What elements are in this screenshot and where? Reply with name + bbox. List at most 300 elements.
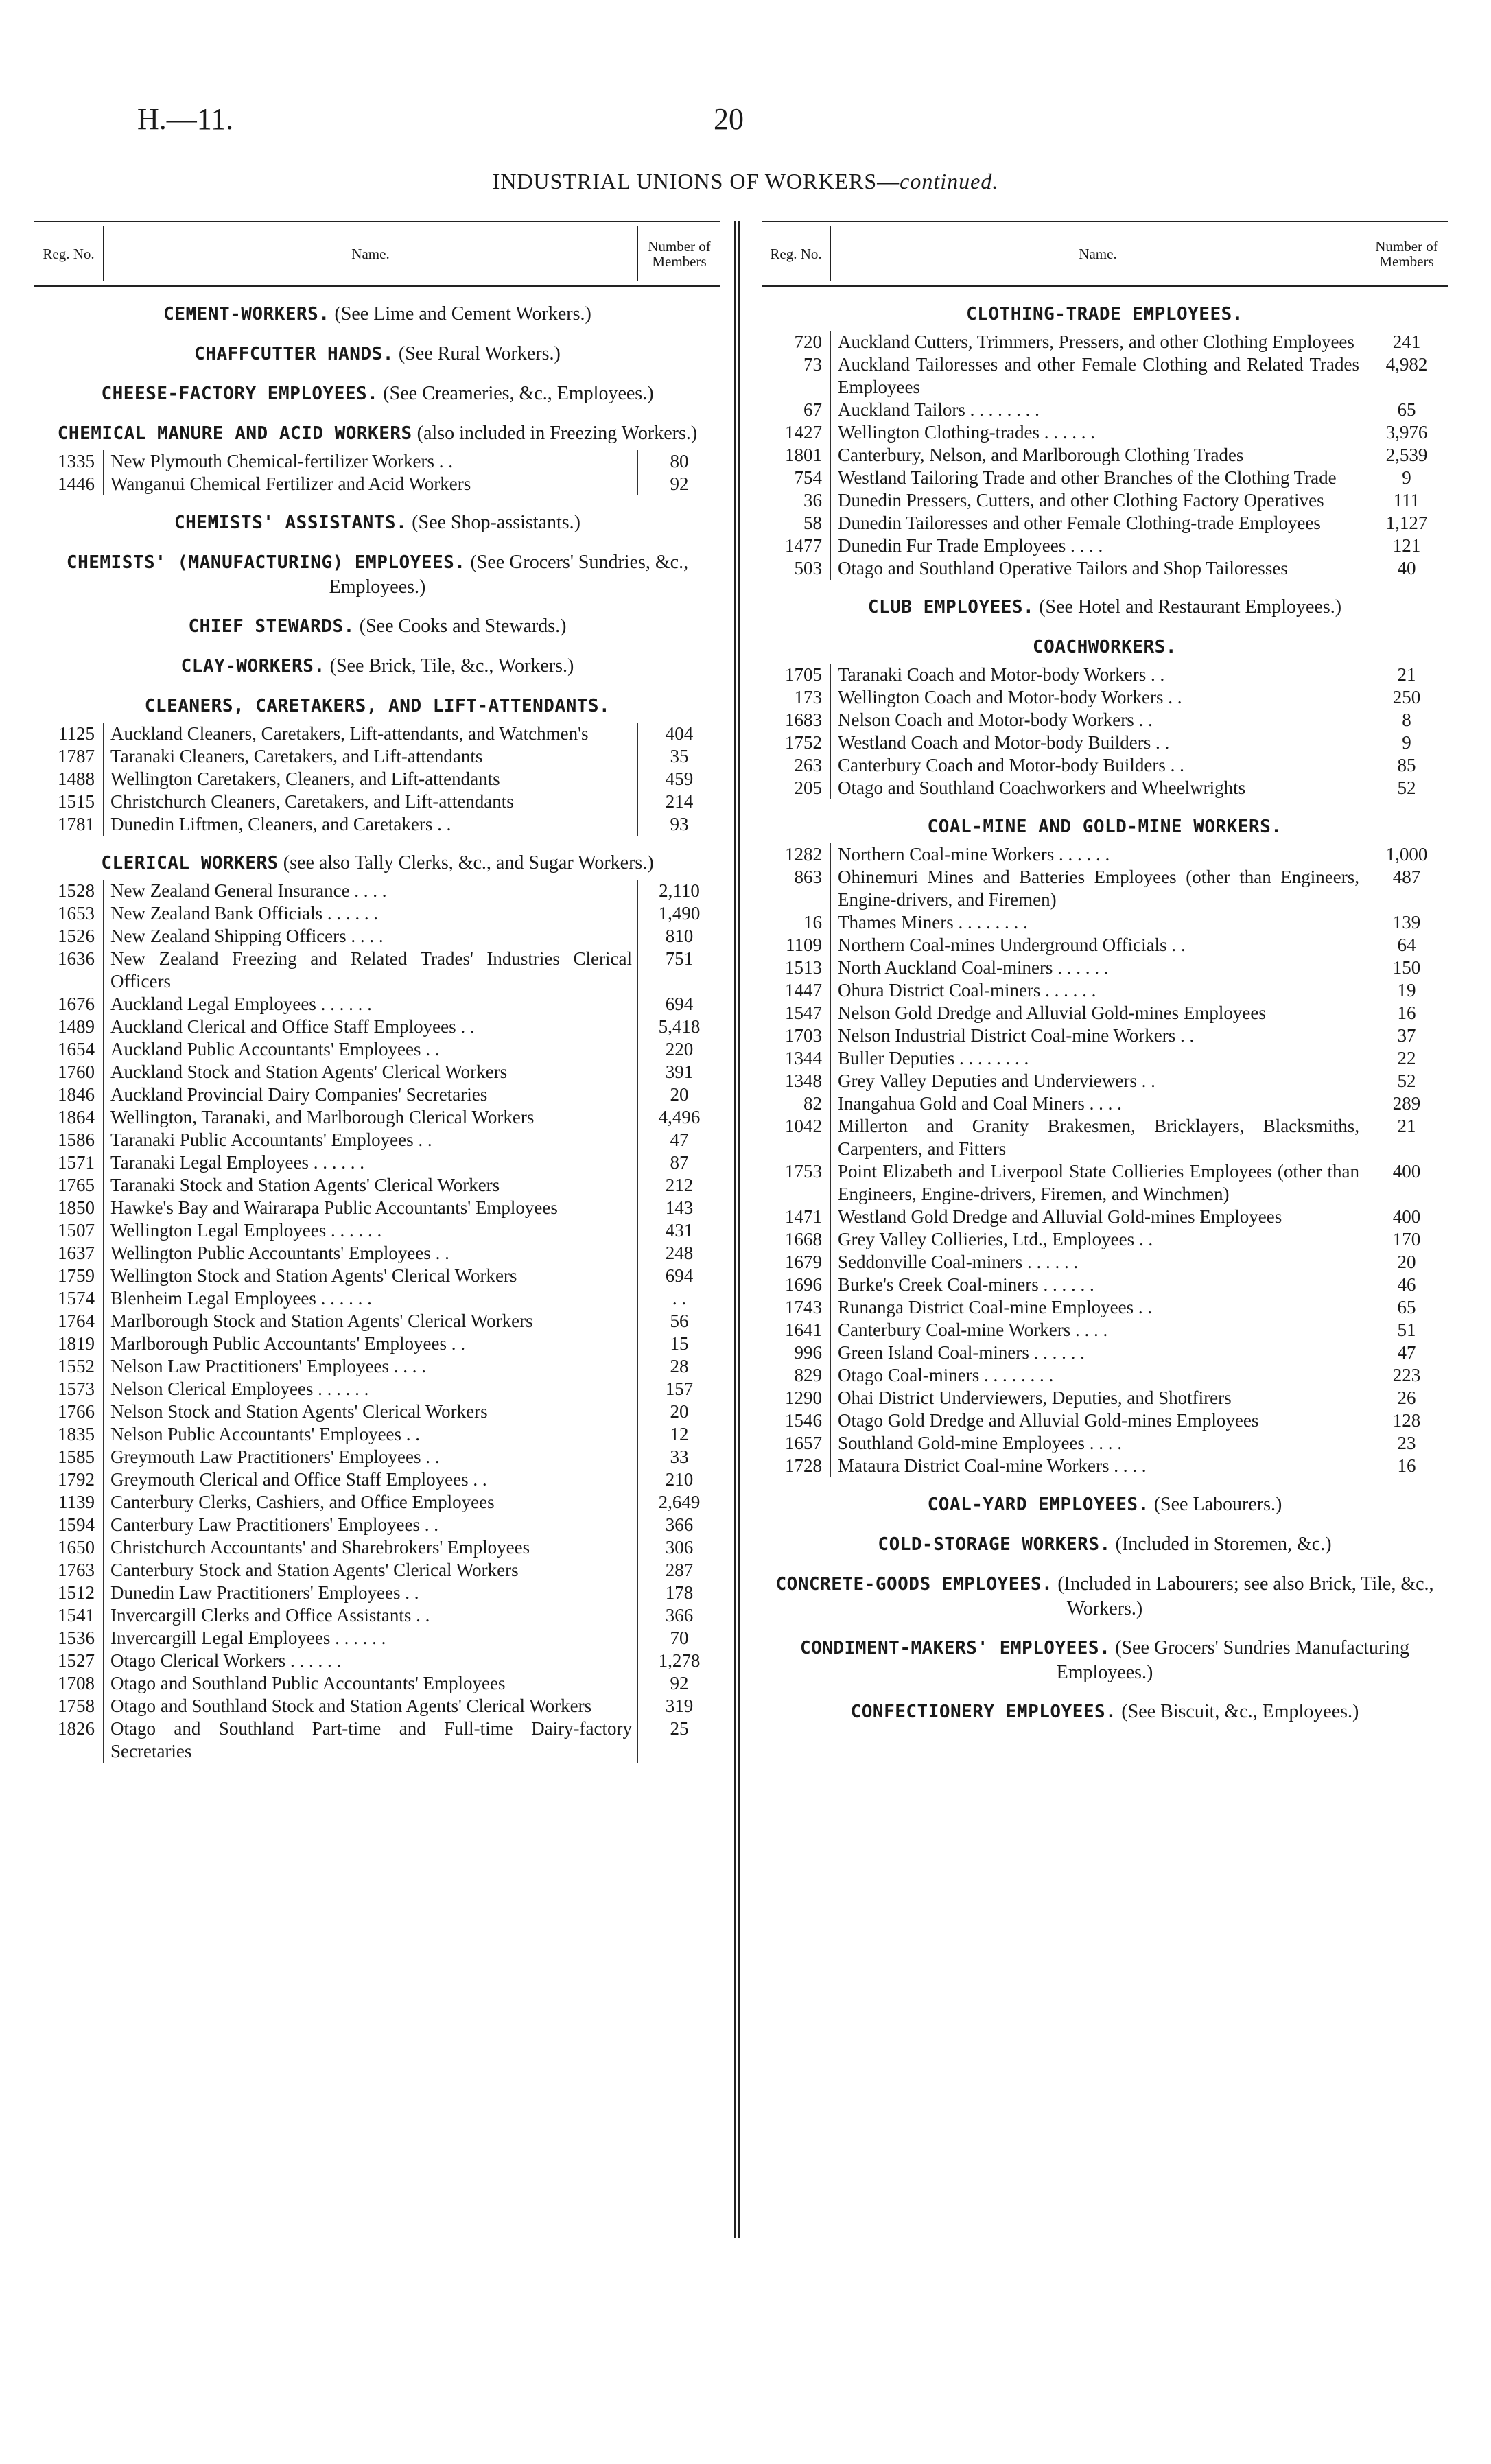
section-heading: [762, 302, 1448, 327]
page-number: 20: [714, 102, 744, 136]
reg-number: 1546: [785, 1410, 822, 1431]
union-name: Grey Valley Collieries, Ltd., Employees . .: [830, 1228, 1365, 1251]
union-name: Auckland Cleaners, Caretakers, Lift-attendants, and Watchmen's: [103, 723, 637, 745]
table-row: [762, 1432, 1448, 1455]
section-title: CLOTHING-TRADE EMPLOYEES.: [966, 304, 1243, 325]
table-row: [34, 1016, 720, 1038]
reg-number: 1654: [58, 1039, 95, 1059]
reg-number: 1348: [785, 1070, 822, 1091]
member-count: 15: [637, 1333, 720, 1355]
section-title: CLERICAL WORKERS: [101, 853, 279, 873]
union-name: Buller Deputies . . . . . . . .: [830, 1047, 1365, 1070]
union-name: Nelson Law Practitioners' Employees . . . .: [103, 1355, 637, 1378]
reg-number: 1637: [58, 1243, 95, 1263]
section-note: (See Shop-assistants.): [412, 512, 580, 533]
union-list: [762, 664, 1448, 799]
table-row: [34, 1491, 720, 1514]
union-name: Mataura District Coal-mine Workers . . . .: [830, 1455, 1365, 1477]
reg-number: 1792: [58, 1469, 95, 1490]
reg-number: 1552: [58, 1356, 95, 1376]
union-name: Wellington Caretakers, Cleaners, and Lift-attendants: [103, 768, 637, 790]
member-count: 92: [637, 1672, 720, 1695]
table-row: [34, 1400, 720, 1423]
reg-number: 503: [794, 558, 822, 578]
table-row: [34, 1061, 720, 1083]
table-row: [762, 866, 1448, 911]
table-row: [762, 1364, 1448, 1387]
union-name: Auckland Tailoresses and other Female Clothing and Related Trades Employees: [830, 353, 1365, 399]
member-count: 214: [637, 790, 720, 813]
reg-number: 1835: [58, 1424, 95, 1444]
member-count: 21: [1365, 1115, 1448, 1160]
member-count: 431: [637, 1219, 720, 1242]
member-count: 47: [637, 1129, 720, 1151]
reg-number: 1471: [785, 1206, 822, 1227]
section-title: CLAY-WORKERS.: [180, 656, 325, 677]
table-row: [34, 1242, 720, 1265]
section-title: COACHWORKERS.: [1033, 637, 1177, 657]
table-row: [762, 1409, 1448, 1432]
reg-number: 1708: [58, 1673, 95, 1693]
left-column: [34, 221, 720, 1763]
reg-number: 1042: [785, 1116, 822, 1136]
reg-number: 67: [803, 399, 822, 420]
union-name: Inangahua Gold and Coal Miners . . . .: [830, 1092, 1365, 1115]
table-row: [34, 768, 720, 790]
reg-number: 1488: [58, 768, 95, 789]
table-row: [762, 1206, 1448, 1228]
table-row: [34, 1310, 720, 1333]
union-name: New Zealand Shipping Officers . . . .: [103, 925, 637, 948]
member-count: 487: [1365, 866, 1448, 911]
member-count: 4,496: [637, 1106, 720, 1129]
union-name: Wellington Legal Employees . . . . . .: [103, 1219, 637, 1242]
member-count: 143: [637, 1197, 720, 1219]
member-count: 3,976: [1365, 421, 1448, 444]
reg-number: 1290: [785, 1387, 822, 1408]
section-heading: [34, 550, 720, 599]
table-row: [762, 1387, 1448, 1409]
member-count: 248: [637, 1242, 720, 1265]
reg-number: 1528: [58, 880, 95, 901]
section-note: (See Rural Workers.): [398, 343, 561, 364]
table-row: [34, 1129, 720, 1151]
column-divider-inner: [738, 221, 740, 2238]
union-name: Canterbury Clerks, Cashiers, and Office Employees: [103, 1491, 637, 1514]
reg-number: 1683: [785, 709, 822, 730]
union-list: [34, 880, 720, 1763]
section-title: CONCRETE-GOODS EMPLOYEES.: [775, 1574, 1053, 1595]
union-name: Auckland Stock and Station Agents' Clerical Workers: [103, 1061, 637, 1083]
member-count: 250: [1365, 686, 1448, 709]
table-row: [762, 489, 1448, 512]
member-count: 35: [637, 745, 720, 768]
member-count: 65: [1365, 399, 1448, 421]
table-row: [34, 450, 720, 473]
reg-number: 1515: [58, 791, 95, 812]
union-name: Northern Coal-mine Workers . . . . . .: [830, 843, 1365, 866]
section-heading: [762, 1492, 1448, 1517]
union-name: Otago Gold Dredge and Alluvial Gold-mines Employees: [830, 1409, 1365, 1432]
section-heading: [34, 614, 720, 639]
table-row: [762, 1047, 1448, 1070]
table-row: [34, 1287, 720, 1310]
union-name: Otago and Southland Stock and Station Agents' Clerical Workers: [103, 1695, 637, 1717]
union-name: Westland Gold Dredge and Alluvial Gold-mines Employees: [830, 1206, 1365, 1228]
table-row: [762, 709, 1448, 731]
reg-number: 1696: [785, 1274, 822, 1295]
union-name: Otago Coal-miners . . . . . . . .: [830, 1364, 1365, 1387]
reg-number: 1765: [58, 1175, 95, 1195]
union-name: Wellington Clothing-trades . . . . . .: [830, 421, 1365, 444]
union-name: Auckland Tailors . . . . . . . .: [830, 399, 1365, 421]
reg-number: 863: [794, 867, 822, 887]
section-heading: [762, 1636, 1448, 1685]
section-note: (See Labourers.): [1153, 1494, 1282, 1515]
section-note: (Included in Storemen, &c.): [1115, 1534, 1332, 1555]
table-row: [34, 723, 720, 745]
union-name: Burke's Creek Coal-miners . . . . . .: [830, 1274, 1365, 1296]
reg-number: 205: [794, 777, 822, 798]
reg-number: 720: [794, 331, 822, 352]
table-row: [762, 1160, 1448, 1206]
table-row: [762, 444, 1448, 467]
reg-number: 1585: [58, 1446, 95, 1467]
right-sections: [762, 302, 1448, 1724]
reg-number: 1676: [58, 994, 95, 1014]
reg-number: 1573: [58, 1378, 95, 1399]
table-row: [34, 1265, 720, 1287]
section-heading: [34, 694, 720, 718]
table-row: [762, 934, 1448, 957]
reg-number: 996: [794, 1342, 822, 1363]
section-title: CONDIMENT-MAKERS' EMPLOYEES.: [799, 1638, 1111, 1658]
member-count: 2,539: [1365, 444, 1448, 467]
union-name: Auckland Legal Employees . . . . . .: [103, 993, 637, 1016]
left-sections: [34, 302, 720, 1763]
union-name: Nelson Clerical Employees . . . . . .: [103, 1378, 637, 1400]
table-row: [34, 1219, 720, 1242]
member-count: 366: [637, 1514, 720, 1536]
reg-number: 1335: [58, 451, 95, 471]
section-note: (See Lime and Cement Workers.): [334, 303, 591, 325]
member-count: 46: [1365, 1274, 1448, 1296]
union-name: Ohura District Coal-miners . . . . . .: [830, 979, 1365, 1002]
member-count: 694: [637, 993, 720, 1016]
table-row: [762, 1341, 1448, 1364]
member-count: 56: [637, 1310, 720, 1333]
member-count: 37: [1365, 1024, 1448, 1047]
union-name: Ohai District Underviewers, Deputies, and Shotfirers: [830, 1387, 1365, 1409]
table-row: [34, 948, 720, 993]
table-row: [34, 993, 720, 1016]
table-row: [34, 1174, 720, 1197]
section-note: (See Hotel and Restaurant Employees.): [1039, 596, 1342, 618]
reg-number: 1586: [58, 1129, 95, 1150]
member-count: 121: [1365, 535, 1448, 557]
union-name: Otago Clerical Workers . . . . . .: [103, 1650, 637, 1672]
reg-number: 1344: [785, 1048, 822, 1068]
reg-number: 1125: [58, 723, 95, 744]
member-count: 459: [637, 768, 720, 790]
union-name: Dunedin Law Practitioners' Employees . .: [103, 1582, 637, 1604]
member-count: 210: [637, 1468, 720, 1491]
member-count: 23: [1365, 1432, 1448, 1455]
member-count: 22: [1365, 1047, 1448, 1070]
union-name: Christchurch Cleaners, Caretakers, and Lift-attendants: [103, 790, 637, 813]
table-row: [34, 1695, 720, 1717]
table-header: [34, 221, 720, 287]
member-count: 19: [1365, 979, 1448, 1002]
union-name: North Auckland Coal-miners . . . . . .: [830, 957, 1365, 979]
member-count: 319: [637, 1695, 720, 1717]
reg-number: 1668: [785, 1229, 822, 1249]
table-row: [34, 902, 720, 925]
section-heading: [34, 654, 720, 679]
reg-number: 1446: [58, 473, 95, 494]
table-row: [34, 1038, 720, 1061]
reg-number: 1759: [58, 1265, 95, 1286]
member-count: 40: [1365, 557, 1448, 580]
union-name: Westland Coach and Motor-body Builders . .: [830, 731, 1365, 754]
reg-number: 1536: [58, 1628, 95, 1648]
section-title: CONFECTIONERY EMPLOYEES.: [850, 1702, 1117, 1722]
table-row: [34, 1559, 720, 1582]
header-members: Number of Members: [1375, 238, 1438, 270]
table-row: [762, 957, 1448, 979]
section-title: COAL-YARD EMPLOYEES.: [927, 1494, 1149, 1515]
union-name: Westland Tailoring Trade and other Branches of the Clothing Trade: [830, 467, 1365, 489]
union-name: Otago and Southland Coachworkers and Wheelwrights: [830, 777, 1365, 799]
member-count: 28: [637, 1355, 720, 1378]
reg-number: 1728: [785, 1455, 822, 1476]
union-name: Canterbury, Nelson, and Marlborough Clothing Trades: [830, 444, 1365, 467]
table-row: [34, 745, 720, 768]
reg-number: 1571: [58, 1152, 95, 1173]
reg-number: 1653: [58, 903, 95, 924]
union-name: Taranaki Legal Employees . . . . . .: [103, 1151, 637, 1174]
union-name: Canterbury Stock and Station Agents' Clerical Workers: [103, 1559, 637, 1582]
section-title: COAL-MINE AND GOLD-MINE WORKERS.: [927, 817, 1282, 837]
member-count: 150: [1365, 957, 1448, 979]
reg-number: 1743: [785, 1297, 822, 1317]
member-count: 52: [1365, 777, 1448, 799]
member-count: 16: [1365, 1002, 1448, 1024]
union-name: Taranaki Public Accountants' Employees . .: [103, 1129, 637, 1151]
table-row: [762, 1024, 1448, 1047]
member-count: 20: [1365, 1251, 1448, 1274]
header-name: Name.: [103, 226, 638, 281]
section-note: (See Creameries, &c., Employees.): [383, 383, 654, 404]
reg-number: 1766: [58, 1401, 95, 1422]
table-row: [34, 790, 720, 813]
member-count: 128: [1365, 1409, 1448, 1432]
member-count: 92: [637, 473, 720, 495]
reg-number: 58: [803, 513, 822, 533]
union-name: Marlborough Public Accountants' Employees . .: [103, 1333, 637, 1355]
section-title: CHEMISTS' (MANUFACTURING) EMPLOYEES.: [66, 552, 466, 573]
reg-number: 1850: [58, 1197, 95, 1218]
union-name: Thames Miners . . . . . . . .: [830, 911, 1365, 934]
reg-number: 1781: [58, 814, 95, 834]
union-name: Taranaki Stock and Station Agents' Clerical Workers: [103, 1174, 637, 1197]
reg-number: 1427: [785, 422, 822, 443]
reg-number: 1139: [58, 1492, 95, 1512]
member-count: 20: [637, 1083, 720, 1106]
section-heading: [762, 595, 1448, 620]
table-row: [762, 1115, 1448, 1160]
reg-number: 73: [803, 354, 822, 375]
reg-number: 1864: [58, 1107, 95, 1127]
union-list: [34, 723, 720, 836]
table-row: [34, 1650, 720, 1672]
member-count: 33: [637, 1446, 720, 1468]
member-count: 87: [637, 1151, 720, 1174]
table-header: [762, 221, 1448, 287]
union-name: Nelson Public Accountants' Employees . .: [103, 1423, 637, 1446]
union-name: Wellington Coach and Motor-body Workers . .: [830, 686, 1365, 709]
table-row: [34, 1717, 720, 1763]
table-row: [762, 1319, 1448, 1341]
union-name: Nelson Gold Dredge and Alluvial Gold-mines Employees: [830, 1002, 1365, 1024]
section-title: CLEANERS, CARETAKERS, AND LIFT-ATTENDANTS.: [144, 696, 611, 716]
table-row: [34, 1604, 720, 1627]
section-heading: [34, 421, 720, 446]
reg-number: 1507: [58, 1220, 95, 1241]
union-name: Marlborough Stock and Station Agents' Clerical Workers: [103, 1310, 637, 1333]
section-heading: [34, 342, 720, 366]
reg-number: 1758: [58, 1696, 95, 1716]
member-count: 289: [1365, 1092, 1448, 1115]
union-name: Otago and Southland Operative Tailors and Shop Tailoresses: [830, 557, 1365, 580]
member-count: 139: [1365, 911, 1448, 934]
table-row: [762, 1228, 1448, 1251]
reg-number: 1752: [785, 732, 822, 753]
member-count: 4,982: [1365, 353, 1448, 399]
member-count: 170: [1365, 1228, 1448, 1251]
union-list: [762, 843, 1448, 1477]
table-row: [762, 557, 1448, 580]
member-count: 12: [637, 1423, 720, 1446]
table-row: [34, 813, 720, 836]
table-row: [762, 1092, 1448, 1115]
reg-number: 1753: [785, 1161, 822, 1182]
section-note: (See Cooks and Stewards.): [359, 615, 567, 637]
member-count: 26: [1365, 1387, 1448, 1409]
member-count: 16: [1365, 1455, 1448, 1477]
reg-number: 16: [803, 912, 822, 932]
section-heading: [762, 1700, 1448, 1724]
member-count: 366: [637, 1604, 720, 1627]
member-count: 306: [637, 1536, 720, 1559]
header-members: Number of Members: [648, 238, 711, 270]
member-count: 47: [1365, 1341, 1448, 1364]
member-count: 241: [1365, 331, 1448, 353]
union-name: Canterbury Coal-mine Workers . . . .: [830, 1319, 1365, 1341]
table-row: [762, 353, 1448, 399]
section-note: (see also Tally Clerks, &c., and Sugar Workers.): [283, 852, 654, 873]
table-row: [762, 399, 1448, 421]
table-row: [34, 1446, 720, 1468]
page-title: [0, 169, 1491, 194]
union-name: Wellington Stock and Station Agents' Clerical Workers: [103, 1265, 637, 1287]
reg-number: 1641: [785, 1319, 822, 1340]
member-count: 2,110: [637, 880, 720, 902]
reg-number: 1574: [58, 1288, 95, 1309]
table-row: [762, 1251, 1448, 1274]
member-count: 212: [637, 1174, 720, 1197]
table-row: [762, 731, 1448, 754]
table-row: [34, 1423, 720, 1446]
union-name: Auckland Clerical and Office Staff Employees . .: [103, 1016, 637, 1038]
member-count: 80: [637, 450, 720, 473]
header-reg: Reg. No.: [770, 246, 822, 262]
table-row: [762, 911, 1448, 934]
header-reg: Reg. No.: [43, 246, 95, 262]
member-count: 65: [1365, 1296, 1448, 1319]
reg-number: 754: [794, 467, 822, 488]
table-row: [762, 664, 1448, 686]
union-list: [762, 331, 1448, 580]
union-name: Auckland Public Accountants' Employees . .: [103, 1038, 637, 1061]
reg-number: 1447: [785, 980, 822, 1000]
union-name: New Zealand Freezing and Related Trades' Industries Clerical Officers: [103, 948, 637, 993]
reg-number: 1109: [786, 935, 822, 955]
union-name: Christchurch Accountants' and Sharebrokers' Employees: [103, 1536, 637, 1559]
table-row: [762, 421, 1448, 444]
table-row: [762, 331, 1448, 353]
union-name: Millerton and Granity Brakesmen, Bricklayers, Blacksmiths, Carpenters, and Fitters: [830, 1115, 1365, 1160]
union-name: Canterbury Law Practitioners' Employees . .: [103, 1514, 637, 1536]
member-count: 9: [1365, 731, 1448, 754]
section-title: CEMENT-WORKERS.: [163, 304, 330, 325]
section-heading: [34, 851, 720, 876]
table-row: [34, 1083, 720, 1106]
union-name: Greymouth Clerical and Office Staff Employees . .: [103, 1468, 637, 1491]
section-title: COLD-STORAGE WORKERS.: [878, 1534, 1111, 1555]
union-name: Canterbury Coach and Motor-body Builders . .: [830, 754, 1365, 777]
union-name: Ohinemuri Mines and Batteries Employees (other than Engineers, Engine-drivers, and Firemen): [830, 866, 1365, 911]
table-row: [34, 1514, 720, 1536]
section-note: (See Biscuit, &c., Employees.): [1121, 1701, 1359, 1722]
reg-number: 1763: [58, 1560, 95, 1580]
union-name: Taranaki Coach and Motor-body Workers . .: [830, 664, 1365, 686]
right-column: [762, 221, 1448, 1724]
union-name: Wellington, Taranaki, and Marlborough Clerical Workers: [103, 1106, 637, 1129]
member-count: 694: [637, 1265, 720, 1287]
section-heading: [34, 511, 720, 535]
member-count: 1,490: [637, 902, 720, 925]
section-note: (See Grocers' Sundries, &c., Employees.): [329, 552, 689, 598]
table-row: [34, 1468, 720, 1491]
union-name: Grey Valley Deputies and Underviewers . .: [830, 1070, 1365, 1092]
union-name: Invercargill Clerks and Office Assistants . .: [103, 1604, 637, 1627]
reg-number: 1679: [785, 1252, 822, 1272]
union-name: Hawke's Bay and Wairarapa Public Accountants' Employees: [103, 1197, 637, 1219]
union-name: Runanga District Coal-mine Employees . .: [830, 1296, 1365, 1319]
reg-number: 1826: [58, 1718, 95, 1739]
section-title: CHEMICAL MANURE AND ACID WORKERS: [57, 423, 412, 444]
member-count: 85: [1365, 754, 1448, 777]
reg-number: 1650: [58, 1537, 95, 1558]
table-row: [34, 473, 720, 495]
reg-number: 1547: [785, 1002, 822, 1023]
union-name: Southland Gold-mine Employees . . . .: [830, 1432, 1365, 1455]
table-row: [34, 925, 720, 948]
member-count: 52: [1365, 1070, 1448, 1092]
reg-number: 263: [794, 755, 822, 775]
union-name: Wanganui Chemical Fertilizer and Acid Workers: [103, 473, 637, 495]
